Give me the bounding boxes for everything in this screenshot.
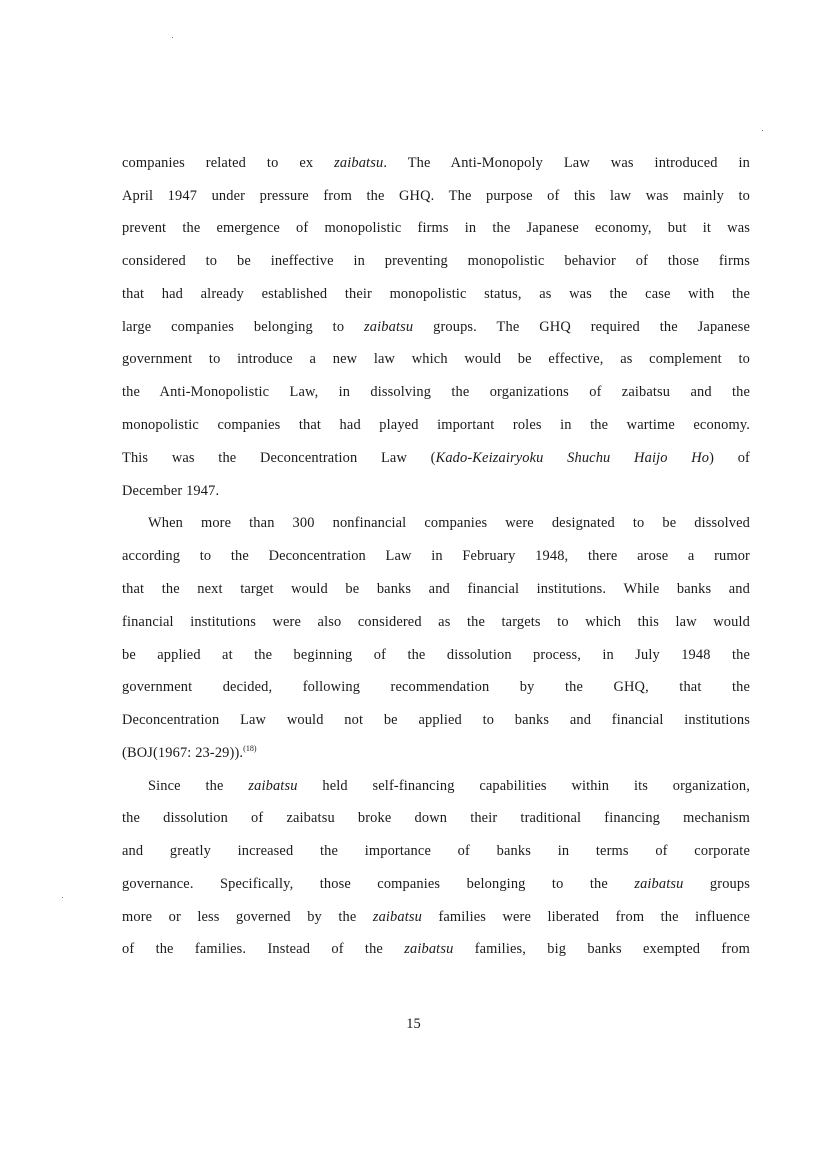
text-line: government to introduce a new law which would be effective, as complement to <box>122 351 750 367</box>
text-line: the Anti-Monopolistic Law, in dissolving the organizations of zaibatsu and the <box>122 384 750 400</box>
text-line: considered to be ineffective in preventing monopolistic behavior of those firms <box>122 253 750 269</box>
text-line: governance. Specifically, those companies belonging to the zaibatsu groups <box>122 876 750 892</box>
scan-speck <box>762 130 763 131</box>
italic-term: zaibatsu <box>364 319 414 335</box>
text-line: companies related to ex zaibatsu. The Anti-Monopoly Law was introduced in <box>122 155 750 171</box>
text-line: and greatly increased the importance of banks in terms of corporate <box>122 843 750 859</box>
text-line: of the families. Instead of the zaibatsu families, big banks exempted from <box>122 941 751 957</box>
text-line: according to the Deconcentration Law in February 1948, there arose a rumor <box>122 548 750 564</box>
scan-speck <box>62 897 63 898</box>
scan-speck <box>172 37 173 38</box>
text-line: April 1947 under pressure from the GHQ. The purpose of this law was mainly to <box>122 188 750 204</box>
text-line: the dissolution of zaibatsu broke down their traditional financing mechanism <box>122 810 750 826</box>
text-line: large companies belonging to zaibatsu groups. The GHQ required the Japanese <box>122 319 751 335</box>
italic-term: zaibatsu <box>248 778 298 794</box>
text-line: (BOJ(1967: 23-29)).$^{(18)}$ <box>122 744 257 761</box>
text-line: more or less governed by the zaibatsu families were liberated from the influence <box>122 909 750 925</box>
text-line: When more than 300 nonfinancial companies were designated to be dissolved <box>148 515 750 531</box>
italic-term: zaibatsu <box>334 155 384 171</box>
italic-term: zaibatsu <box>634 876 684 892</box>
text-line: Deconcentration Law would not be applied to banks and financial institutions <box>122 712 750 728</box>
italic-term: Kado-Keizairyoku Shuchu Haijo Ho <box>435 450 710 466</box>
footnote-marker: (18) <box>243 744 257 754</box>
text-line: Since the zaibatsu held self-financing capabilities within its organization, <box>148 778 750 794</box>
italic-term: zaibatsu <box>404 941 454 957</box>
italic-term: zaibatsu <box>372 909 422 925</box>
text-line: prevent the emergence of monopolistic firms in the Japanese economy, but it was <box>122 220 750 236</box>
text-line: December 1947. <box>122 483 220 499</box>
text-line: financial institutions were also considered as the targets to which this law would <box>122 614 750 630</box>
text-line: monopolistic companies that had played important roles in the wartime economy. <box>122 417 750 433</box>
page-number: 15 <box>406 1016 421 1032</box>
text-line: that the next target would be banks and financial institutions. While banks and <box>122 581 750 597</box>
text-line: be applied at the beginning of the dissolution process, in July 1948 the <box>122 647 750 663</box>
text-line: government decided, following recommendation by the GHQ, that the <box>122 679 750 695</box>
text-line: This was the Deconcentration Law (Kado-Keizairyoku Shuchu Haijo Ho) of <box>122 450 750 466</box>
text-line: that had already established their monopolistic status, as was the case with the <box>122 286 750 302</box>
